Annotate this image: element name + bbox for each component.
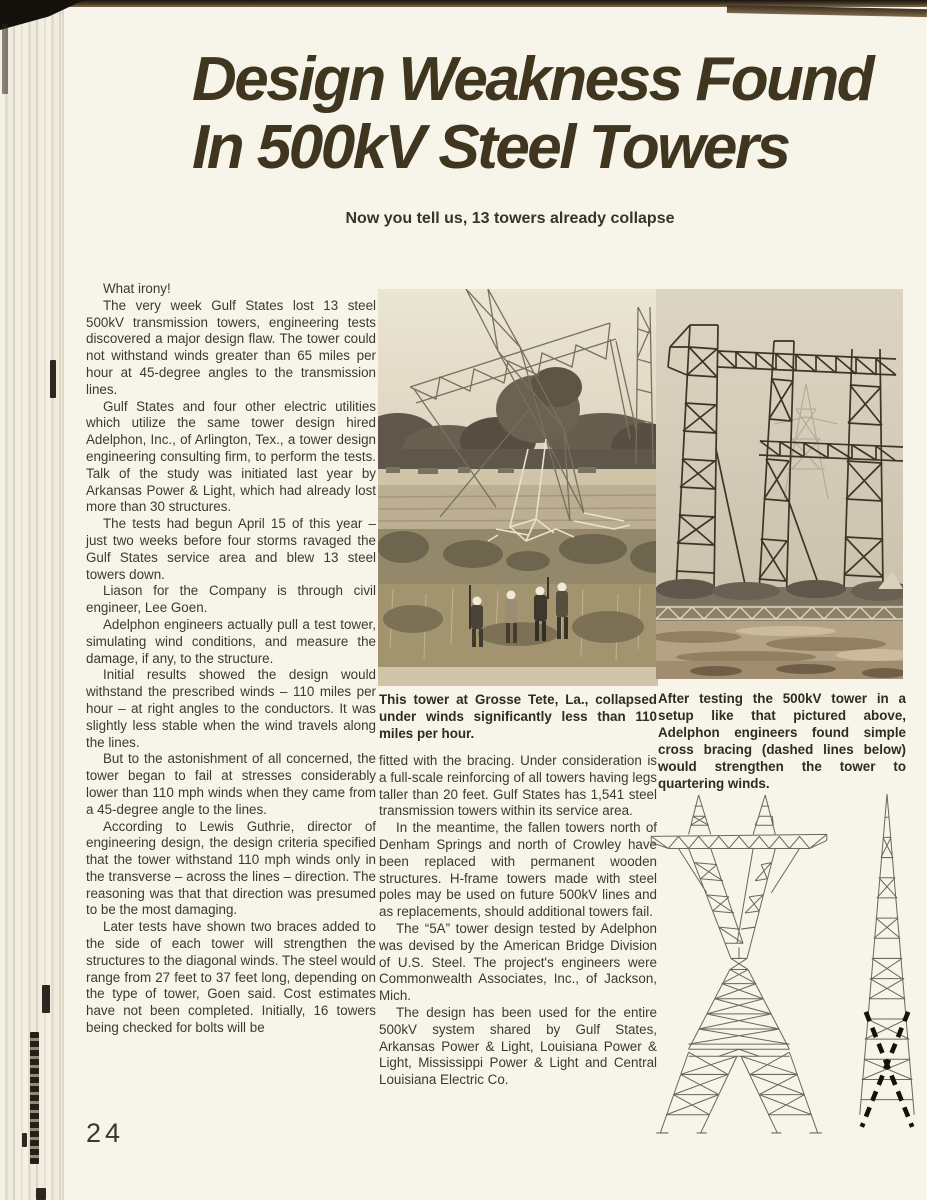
diagram-tower-front-view xyxy=(648,792,830,1140)
body-paragraph: But to the astonishment of all concerned, the tower began to fail at stresses considerably lower than 110 mph winds when they came from a 45-degree angle to the lines. xyxy=(86,751,376,817)
photo-collapsed-tower xyxy=(378,289,658,686)
binding-mark xyxy=(36,1188,46,1200)
body-paragraph: According to Lewis Guthrie, director of engineering design, the design criteria specified that the tower withstand 110 mph winds only in the transverse – across the lines – direction. The reasoning was that that direction was presumed to be the most damaging. xyxy=(86,818,376,918)
binding-mark xyxy=(50,360,56,398)
right-photo-caption: After testing the 500kV tower in a setup like that pictured above, Adelphon engineers found simple cross bracing (dashed lines below) would strengthen the tower to quartering winds. xyxy=(658,691,906,791)
body-paragraph: What irony! xyxy=(103,281,171,296)
title-line-2: In 500kV Steel Towers xyxy=(192,113,789,182)
tower-diagrams xyxy=(648,792,924,1140)
photo-test-rig xyxy=(656,289,903,679)
body-paragraph: Later tests have shown two braces added to the side of each tower will strengthen the structures to the diagonal winds. The steel would range from 27 feet to 37 feet long, depending on the type of tower, Goen said. Cost estimates have not been completed. Initially, 16 towers being checked for bolts will be xyxy=(86,919,376,1036)
diagram-tower-side-view xyxy=(850,792,924,1140)
left-text-column xyxy=(86,281,376,1037)
middle-text-column xyxy=(379,753,657,1089)
body-paragraph: Initial results showed the design would withstand the prescribed winds – 110 miles per hour – at right angles to the conductors. It was slightly less stable when the wind travels along the lines. xyxy=(86,667,376,750)
title-line-1: Design Weakness Found xyxy=(192,45,873,114)
body-paragraph: The very week Gulf States lost 13 steel 500kV transmission towers, engineering tests discovered a major design flaw. The tower could not withstand winds greater than 65 miles per hour at 45-degree angles to the transmission lines. xyxy=(86,297,376,397)
body-paragraph: Gulf States and four other electric utilities which utilize the same tower design hired Adelphon, Inc., of Arlington, Tex., a tower design engineering consulting firm, to perform the tests. Talk of the study was initiated last year by Arkansas Power & Light, which had already lost more than 30 structures. xyxy=(86,398,376,515)
binding-mark xyxy=(2,24,8,94)
left-photo-caption: This tower at Grosse Tete, La., collapsed under winds significantly less than 110 miles per hour. xyxy=(379,692,657,741)
binding-mark xyxy=(30,1032,39,1164)
article-title xyxy=(192,46,892,182)
binding-corner-shadow xyxy=(0,0,84,30)
body-paragraph: The tests had begun April 15 of this year – just two weeks before four storms ravaged the Gulf States service area and blew 13 steel towers down. xyxy=(86,516,376,582)
body-paragraph: In the meantime, the fallen towers north of Denham Springs and north of Crowley have been replaced with permanent wooden structures. H-frame towers made with steel poles may be used on future 500kV lines and as replacements, should additional towers fail. xyxy=(379,820,657,920)
body-paragraph: The design has been used for the entire 500kV system shared by Gulf States, Arkansas Power & Light, Louisiana Power & Light, Mississippi Power & Light and Central Louisiana Electric Co. xyxy=(379,1004,657,1088)
body-paragraph: fitted with the bracing. Under consideration is a full-scale reinforcing of all towers having legs taller than 20 feet. Gulf States has 1,541 steel transmission towers within its service area. xyxy=(379,753,657,819)
body-paragraph: Adelphon engineers actually pull a test tower, simulating wind conditions, and measure the damage, if any, to the structure. xyxy=(86,616,376,666)
body-paragraph: Liason for the Company is through civil engineer, Lee Goen. xyxy=(86,583,376,616)
book-binding-page-edges xyxy=(0,0,64,1200)
binding-mark xyxy=(22,1133,27,1147)
binding-mark xyxy=(42,985,50,1013)
article-subtitle: Now you tell us, 13 towers already collapse xyxy=(345,210,675,227)
page-number: 24 xyxy=(86,1118,125,1148)
body-paragraph: The “5A” tower design tested by Adelphon was devised by the American Bridge Division of U.S. Steel. The project's engineers were Commonwealth Associates, Inc., of Jackson, Mich. xyxy=(379,920,657,1004)
